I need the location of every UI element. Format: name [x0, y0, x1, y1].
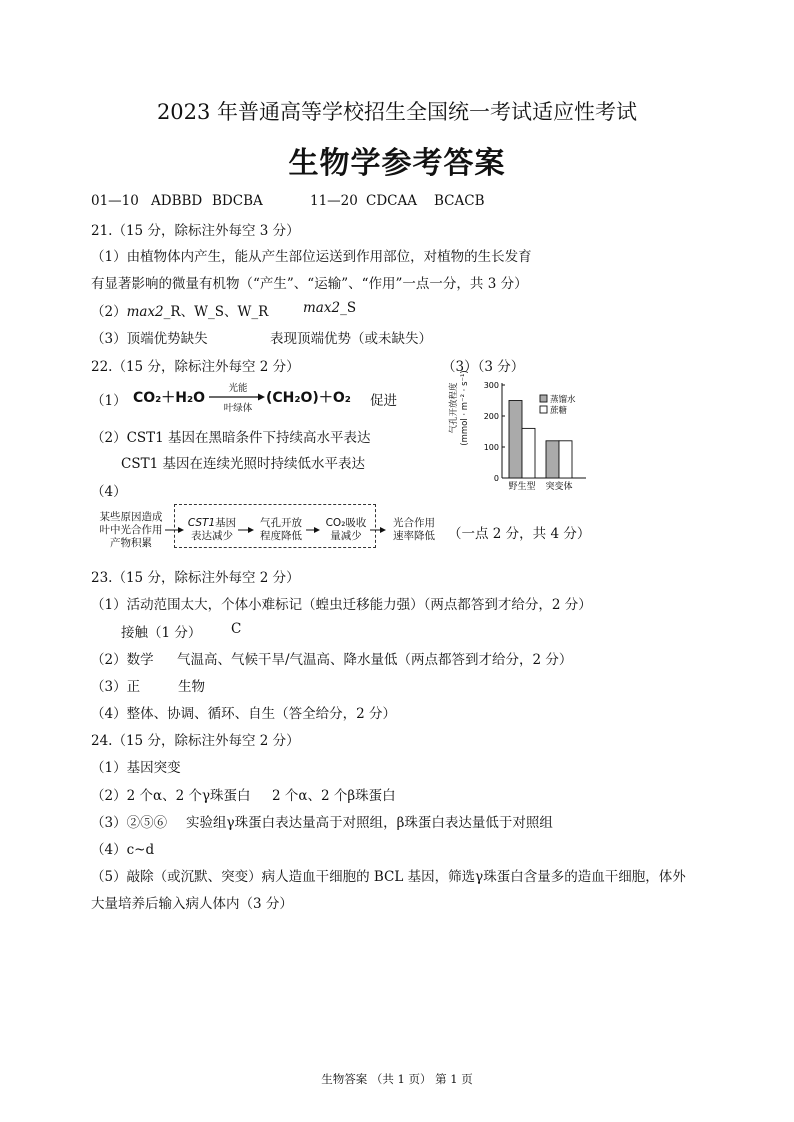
q23-a3-part1: （3）正 [91, 679, 141, 695]
q21-a2-part1: _R、W_S、W_R [163, 304, 269, 320]
mc-group-1b: BDCBA [212, 193, 263, 209]
flow-box2-line2: 程度降低 [260, 530, 302, 542]
chart-bar [522, 428, 535, 478]
q21-answer-2b [303, 300, 356, 316]
chart-ylabel: 气孔开放程度 [449, 382, 459, 434]
chart-yunit: (mmol · m⁻² · s⁻¹) [460, 370, 470, 446]
flow-arrow-icon [238, 527, 254, 533]
flow-box1-rest: 基因 [215, 517, 237, 529]
q24-a3-part1: （3）②⑤⑥ [91, 815, 168, 831]
flow-end-line2: 速率降低 [393, 530, 435, 542]
q21-a2-part2: _S [340, 300, 357, 316]
flow-box1-gene: CST1 [187, 517, 216, 529]
mc-group-2b: BCACB [434, 193, 485, 209]
q21-a2-gene1: max2 [126, 304, 164, 320]
chart-y-tick-label: 200 [483, 412, 499, 421]
q23-a1-line2a: 接触（1 分） [121, 625, 202, 641]
q24-a1: （1）基因突变 [91, 760, 181, 776]
chart-legend-label: 蒸馏水 [550, 395, 576, 405]
flow-box1-line2: 表达减少 [191, 530, 233, 542]
q22-a3-head: （3）（3 分） [442, 359, 525, 375]
flow-box2-line1: 气孔开放 [260, 517, 302, 529]
mc-group-1a: ADBBD [151, 193, 203, 209]
q22-a2-line1: （2）CST1 基因在黑暗条件下持续高水平表达 [91, 430, 371, 446]
flow-box3-line1: CO₂吸收 [325, 517, 367, 529]
q22-a2-line2: CST1 基因在连续光照时持续低水平表达 [121, 456, 365, 472]
q22-head: 22.（15 分，除标注外每空 2 分） [91, 359, 300, 375]
q23-a3-part2: 生物 [178, 679, 205, 695]
flow-arrows [94, 515, 394, 545]
q24-a3-part2: 实验组γ珠蛋白表达量高于对照组，β珠蛋白表达量低于对照组 [186, 815, 553, 831]
flow-arrow-icon [306, 527, 320, 533]
equation-condition-light: 光能 [228, 383, 248, 394]
flow-box3-line2: 量减少 [330, 530, 362, 542]
flow-start-line3: 产物积累 [110, 537, 152, 549]
q22-a1-prefix: （1） [91, 393, 127, 409]
chart-y-tick-label: 300 [483, 381, 499, 390]
q21-answer-1-line2: 有显著影响的微量有机物（“产生”、“运输”、“作用”一点一分，共 3 分） [91, 276, 528, 292]
q22-a4-prefix: （4） [91, 484, 127, 500]
q21-a2-gene2: max2 [303, 300, 341, 316]
mc-range-2: 11—20 [310, 193, 358, 209]
mc-range-1: 01—10 [91, 193, 139, 209]
q24-a4: （4）c~d [91, 842, 155, 858]
mc-group-2a: CDCAA [366, 193, 417, 209]
q23-a4: （4）整体、协调、循环、自生（答全给分，2 分） [91, 706, 396, 722]
subject-title: 生物学参考答案 [288, 146, 506, 181]
equation-reactants: CO₂＋H₂O [133, 390, 206, 406]
chart-bar [546, 441, 559, 478]
flow-arrow-icon [370, 527, 386, 533]
chart-category-label: 突变体 [545, 482, 573, 492]
q21-answer-3b: 表现顶端优势（或未缺失） [270, 331, 432, 347]
q24-head: 24.（15 分，除标注外每空 2 分） [91, 733, 300, 749]
equation-condition-chloroplast: 叶绿体 [223, 403, 253, 414]
q21-head: 21.（15 分，除标注外每空 3 分） [91, 223, 300, 239]
chart-legend-swatch [540, 395, 547, 402]
q22-a1-answer: 促进 [370, 393, 397, 409]
flow-start-line1: 某些原因造成 [99, 511, 163, 523]
chart-y-tick-label: 0 [493, 474, 499, 483]
q24-a5-line1: （5）敲除（或沉默、突变）病人造血干细胞的 BCL 基因，筛选γ珠蛋白含量多的造血干细胞，体外 [91, 869, 686, 885]
chart-bar [559, 441, 572, 478]
flow-note: （一点 2 分，共 4 分） [448, 526, 591, 542]
flow-end-line1: 光合作用 [393, 517, 435, 529]
exam-title: 2023 年普通高等学校招生全国统一考试适应性考试 [156, 100, 638, 124]
q23-a1-line2b: C [231, 621, 242, 637]
q21-answer-1-line1: （1）由植物体内产生，能从产生部位运送到作用部位，对植物的生长发育 [91, 249, 532, 265]
q23-a1-line1: （1）活动范围太大，个体小难标记（蝗虫迁移能力强）（两点都答到才给分，2 分） [91, 597, 592, 613]
q23-head: 23.（15 分，除标注外每空 2 分） [91, 570, 300, 586]
chart-bar [509, 401, 522, 479]
flow-arrow-icon [165, 527, 184, 533]
q23-a2-part2: 气温高、气候干旱/气温高、降水量低（两点都答到才给分，2 分） [177, 652, 573, 668]
page-footer: 生物答案 （共 1 页） 第 1 页 [321, 1072, 473, 1086]
q21-answer-3a: （3）顶端优势缺失 [91, 331, 208, 347]
q24-a5-line2: 大量培养后输入病人体内（3 分） [91, 896, 293, 912]
q24-a2-part1: （2）2 个α、2 个γ珠蛋白 [91, 788, 251, 804]
chart-category-label: 野生型 [508, 482, 536, 492]
chart-y-tick-label: 100 [483, 443, 499, 452]
q21-a2-prefix: （2） [91, 304, 127, 320]
flow-start-line2: 叶中光合作用 [99, 524, 163, 536]
equation-products: (CH₂O)＋O₂ [266, 390, 351, 406]
chart-legend-swatch [540, 406, 547, 413]
q23-a2-part1: （2）数学 [91, 652, 154, 668]
chart-legend-label: 蔗糖 [550, 406, 568, 416]
q21-answer-2 [91, 300, 268, 320]
q24-a2-part2: 2 个α、2 个β珠蛋白 [272, 788, 396, 804]
